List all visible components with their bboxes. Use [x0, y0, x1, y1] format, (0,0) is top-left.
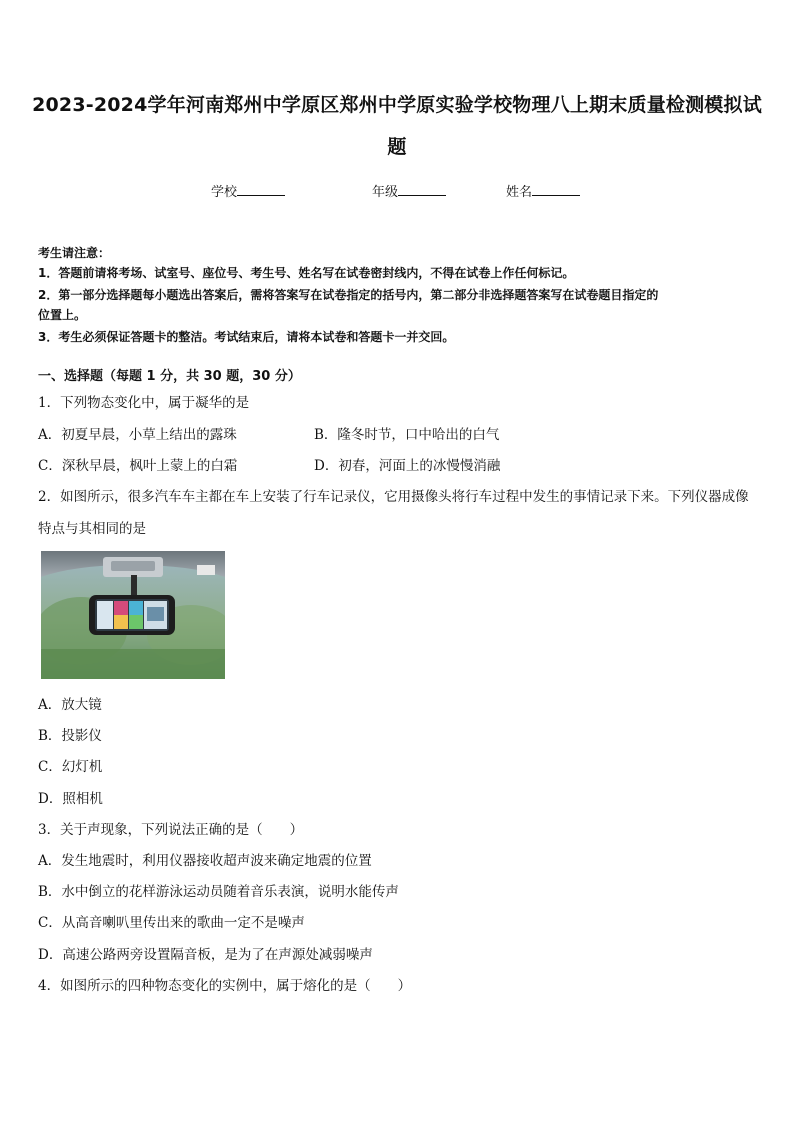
option-d: D．照相机	[38, 791, 103, 807]
school-blank[interactable]	[237, 181, 285, 196]
option-b: B．隆冬时节，口中哈出的白气	[314, 427, 500, 443]
name-field[interactable]	[506, 181, 580, 200]
grade-blank[interactable]	[398, 181, 446, 196]
name-blank[interactable]	[532, 181, 580, 196]
option-c: C．深秋早晨，枫叶上蒙上的白霜	[38, 458, 238, 474]
notice-heading: 考生请注意：	[38, 246, 111, 260]
notice-line: 1．答题前请将考场、试室号、座位号、考生号、姓名写在试卷密封线内，不得在试卷上作任何标记。	[38, 266, 575, 280]
option-b: B．水中倒立的花样游泳运动员随着音乐表演，说明水能传声	[38, 884, 399, 900]
question-stem: 4．如图所示的四种物态变化的实例中，属于熔化的是（ ）	[38, 978, 412, 994]
page-title: 2023-2024学年河南郑州中学原区郑州中学原实验学校物理八上期末质量检测模拟试题	[32, 94, 762, 158]
option-c: C．从高音喇叭里传出来的歌曲一定不是噪声	[38, 915, 305, 931]
section-title: 一、选择题（每题 1 分，共 30 题，30 分）	[38, 369, 301, 384]
question-stem: 3．关于声现象，下列说法正确的是（ ）	[38, 822, 304, 838]
name-label: 姓名	[506, 185, 533, 200]
notice-line: 2．第一部分选择题每小题选出答案后，需将答案写在试卷指定的括号内，第二部分非选择题答案写在试卷题目指定的	[38, 288, 659, 302]
exam-notice	[38, 243, 760, 353]
option-b: B．投影仪	[38, 728, 102, 744]
option-d: D．高速公路两旁设置隔音板，是为了在声源处减弱噪声	[38, 947, 373, 963]
question-stem: 1．下列物态变化中，属于凝华的是	[38, 395, 250, 411]
dashcam-photo	[41, 551, 225, 679]
option-a: A．发生地震时，利用仪器接收超声波来确定地震的位置	[38, 853, 372, 869]
option-a: A．放大镜	[38, 697, 102, 713]
school-field[interactable]	[211, 181, 285, 200]
grade-label: 年级	[372, 185, 399, 200]
student-info-line	[0, 181, 794, 201]
question-stem: 2．如图所示，很多汽车车主都在车上安装了行车记录仪，它用摄像头将行车过程中发生的事情记录下来。下列仪器成像特点与其相同的是	[38, 489, 749, 537]
option-a: A．初夏早晨，小草上结出的露珠	[38, 427, 237, 443]
school-label: 学校	[211, 185, 238, 200]
option-d: D．初春，河面上的冰慢慢消融	[314, 458, 501, 474]
grade-field[interactable]	[372, 181, 446, 200]
option-c: C．幻灯机	[38, 759, 103, 775]
notice-line: 位置上。	[38, 308, 87, 322]
notice-line: 3．考生必须保证答题卡的整洁。考试结束后，请将本试卷和答题卡一并交回。	[38, 330, 455, 344]
